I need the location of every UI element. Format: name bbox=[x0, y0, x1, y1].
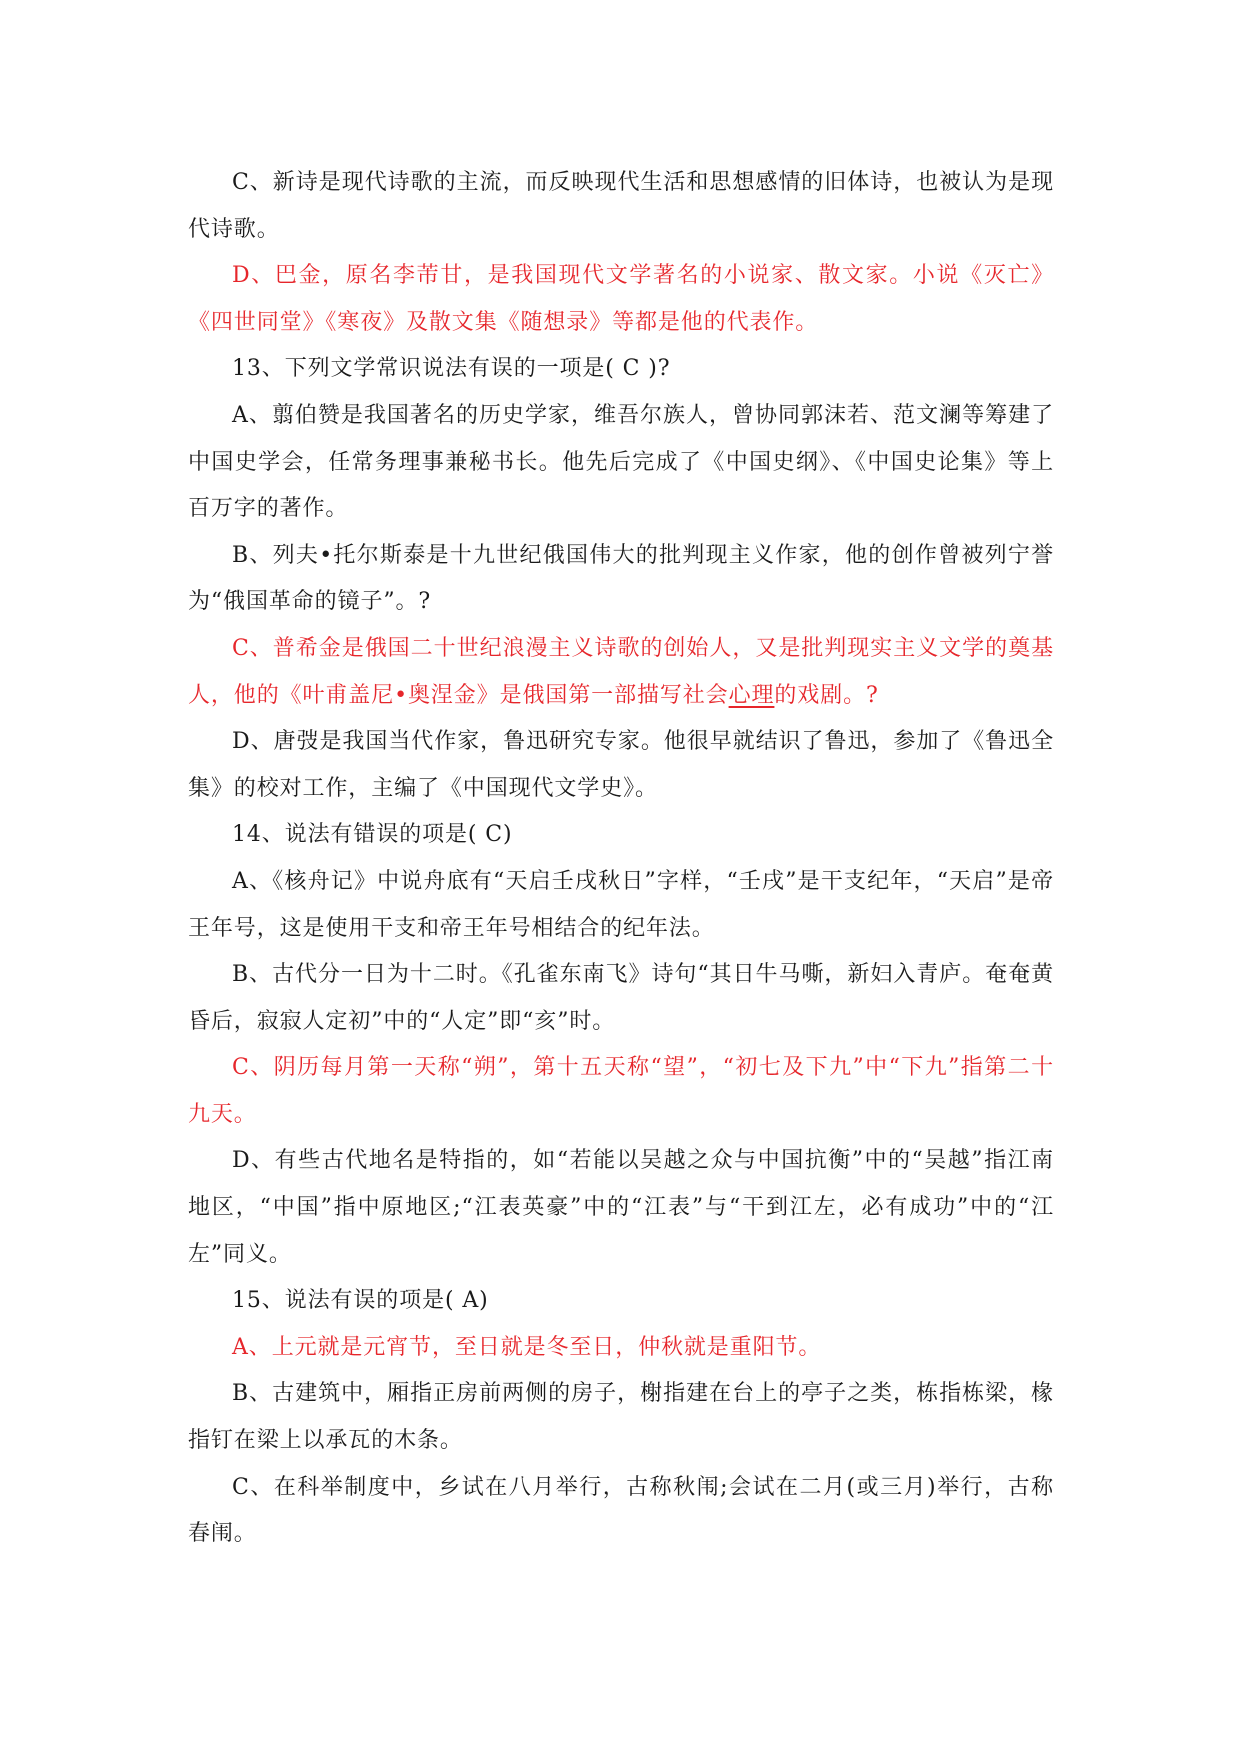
answer-option-c: C、在科举制度中，乡试在八月举行，古称秋闱;会试在二月(或三月)举行，古称春闱。 bbox=[188, 1474, 1054, 1547]
answer-option-a: A、翦伯赞是我国著名的历史学家，维吾尔族人，曾协同郭沫若、范文澜等筹建了中国史学会，任常务理事兼秘书长。他先后完成了《中国史纲》、《中国史论集》等上百万字的著作。 bbox=[188, 402, 1054, 522]
answer-option-c-highlighted bbox=[188, 626, 1054, 719]
answer-option-a: A、《核舟记》中说舟底有“天启壬戌秋日”字样，“壬戌”是干支纪年，“天启”是帝王年号，这是使用干支和帝王年号相结合的纪年法。 bbox=[188, 868, 1054, 941]
question-15: 15、说法有误的项是( A) bbox=[232, 1288, 489, 1314]
question-13: 13、下列文学常识说法有误的一项是( C )? bbox=[232, 356, 671, 382]
document-body bbox=[188, 160, 1054, 1558]
answer-option-a-highlighted: A、上元就是元宵节，至日就是冬至日，仲秋就是重阳节。 bbox=[232, 1334, 822, 1360]
answer-option-b: B、列夫•托尔斯泰是十九世纪俄国伟大的批判现主义作家，他的创作曾被列宁誉为“俄国革命的镜子”。? bbox=[188, 542, 1054, 615]
answer-option-d-highlighted: D、巴金，原名李芾甘，是我国现代文学著名的小说家、散文家。小说《灭亡》《四世同堂》《寒夜》及散文集《随想录》等都是他的代表作。 bbox=[188, 263, 1054, 335]
answer-option-b: B、古建筑中，厢指正房前两侧的房子，榭指建在台上的亭子之类，栋指栋梁，椽指钉在梁上以承瓦的木条。 bbox=[188, 1381, 1054, 1454]
answer-option-d: D、唐弢是我国当代作家，鲁迅研究专家。他很早就结识了鲁迅，参加了《鲁迅全集》的校对工作，主编了《中国现代文学史》。 bbox=[188, 729, 1054, 801]
answer-option-d: D、有些古代地名是特指的，如“若能以吴越之众与中国抗衡”中的“吴越”指江南地区，“中国”指中原地区;“江表英豪”中的“江表”与“干到江左，必有成功”中的“江左”同义。 bbox=[188, 1148, 1054, 1267]
question-14: 14、说法有错误的项是( C) bbox=[232, 822, 513, 848]
answer-text-part: C、普希金是俄国二十世纪浪漫主义诗歌的创始人，又是批判现实主义文学的奠基人，他的《叶甫盖尼•奥涅金》是俄国第一部描写社会 bbox=[188, 635, 1054, 708]
answer-option-b: B、古代分一日为十二时。《孔雀东南飞》诗句“其日牛马嘶，新妇入青庐。奄奄黄昏后，寂寂人定初”中的“人定”即“亥”时。 bbox=[188, 962, 1054, 1034]
underlined-term: 心理 bbox=[728, 682, 775, 708]
answer-option-c: C、新诗是现代诗歌的主流，而反映现代生活和思想感情的旧体诗，也被认为是现代诗歌。 bbox=[188, 170, 1054, 242]
answer-text-part: 的戏剧。? bbox=[774, 682, 879, 708]
answer-option-c-highlighted: C、阴历每月第一天称“朔”，第十五天称“望”，“初七及下九”中“下九”指第二十九天。 bbox=[188, 1055, 1054, 1127]
